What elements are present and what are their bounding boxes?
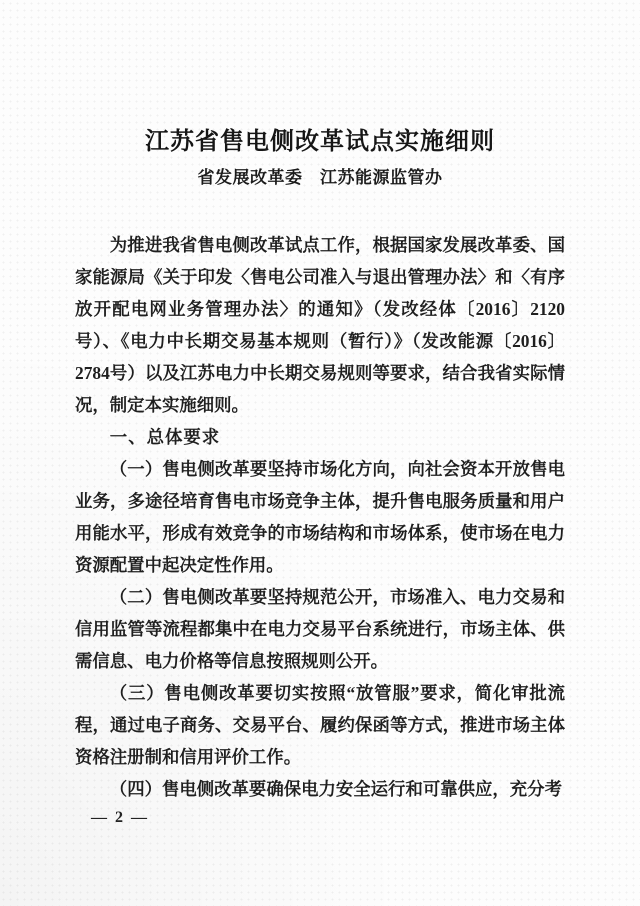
paragraph-clause-2: （二）售电侧改革要坚持规范公开，市场准入、电力交易和信用监管等流程都集中在电力交易平台系统进行，市场主体、供需信息、电力价格等信息按照规则公开。 (75, 587, 565, 671)
section-heading: 一、总体要求 (109, 427, 221, 447)
paragraph-intro: 为推进我省售电侧改革试点工作，根据国家发展改革委、国家能源局《关于印发〈售电公司准入与退出管理办法〉和〈有序放开配电网业务管理办法〉的通知》（发改经体〔2016〕2120号）、《电力中长期交易基本规则（暂行）》（发改能源〔2016〕2784号）以及江苏电力中长期交易规则等要求，结合我省实际情况，制定本实施细则。 (75, 235, 565, 415)
page-number: — 2 — (91, 809, 149, 826)
document-title: 江苏省售电侧改革试点实施细则 (145, 128, 495, 155)
document-body (75, 229, 565, 805)
document-subtitle: 省发展改革委 江苏能源监管办 (197, 168, 443, 187)
paragraph-clause-4: （四）售电侧改革要确保电力安全运行和可靠供应，充分考 (109, 779, 562, 799)
paragraph-clause-1: （一）售电侧改革要坚持市场化方向，向社会资本开放售电业务，多途径培育售电市场竞争主体，提升售电服务质量和用户用能水平，形成有效竞争的市场结构和市场体系，使市场在电力资源配置中起决定性作用。 (75, 459, 565, 575)
paragraph-clause-3: （三）售电侧改革要切实按照“放管服”要求，简化审批流程，通过电子商务、交易平台、履约保函等方式，推进市场主体资格注册制和信用评价工作。 (75, 683, 565, 767)
